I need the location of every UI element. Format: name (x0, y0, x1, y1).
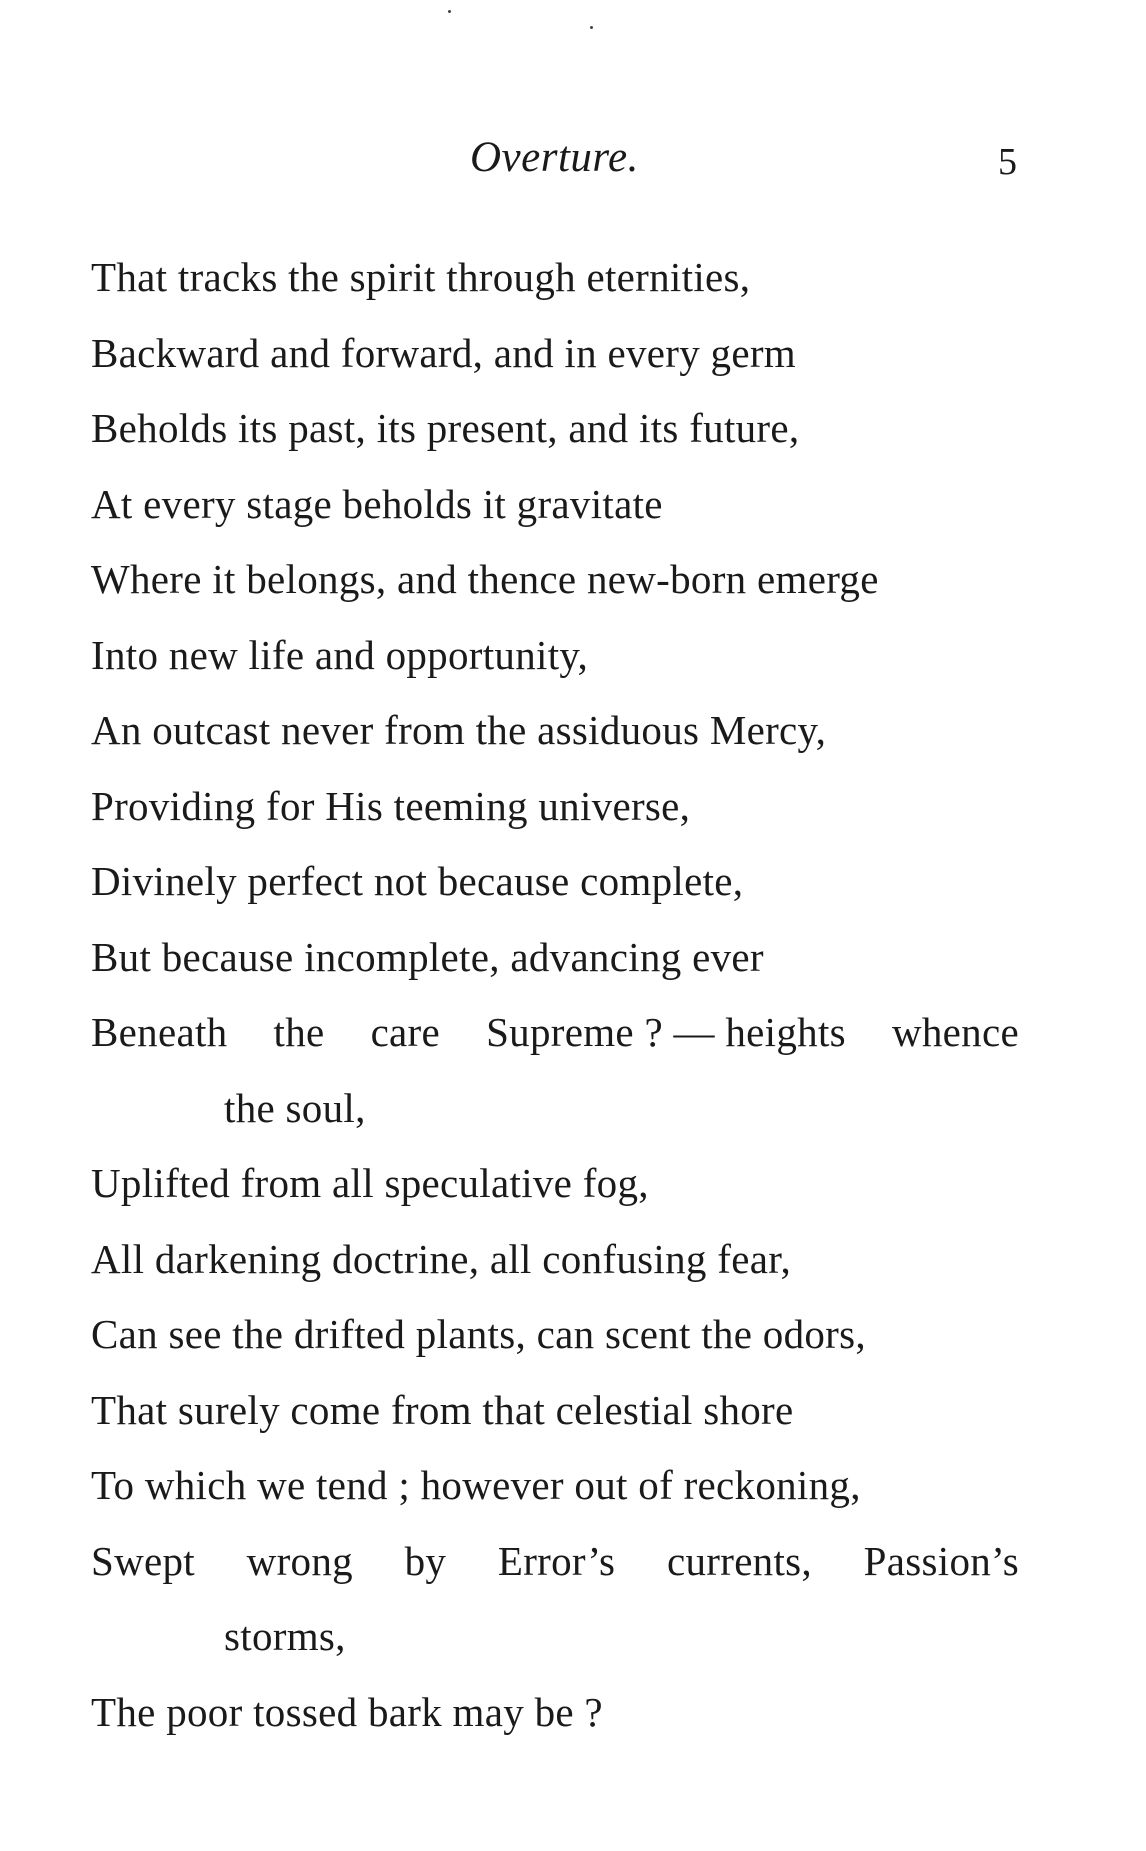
verse-line: To which we tend ; however out of reckoning, (91, 1462, 861, 1508)
verse-word: Swept (91, 1537, 195, 1584)
poem-body (91, 240, 1021, 1750)
verse-word: Beneath (91, 1009, 228, 1055)
verse-word: currents, (666, 1537, 812, 1584)
verse-line: Beholds its past, its present, and its future, (91, 405, 800, 451)
verse-turnover-line: storms, (224, 1613, 346, 1659)
verse-word: the (273, 1009, 325, 1055)
page-number: 5 (998, 141, 1017, 183)
print-specks (440, 10, 600, 40)
verse-line: Into new life and opportunity, (91, 631, 589, 678)
verse-word: Supreme ? — heights (486, 1009, 846, 1055)
verse-line: Backward and forward, and in every germ (91, 329, 796, 376)
verse-line-justified (91, 995, 1019, 1071)
verse-line: At every stage beholds it gravitate (91, 480, 663, 527)
verse-line: Divinely perfect not because complete, (91, 858, 744, 904)
print-speck (448, 10, 451, 13)
verse-word: Passion’s (863, 1537, 1019, 1584)
verse-word: Error’s (497, 1537, 616, 1584)
running-head (0, 128, 1146, 188)
verse-line: An outcast never from the assiduous Mercy, (91, 707, 827, 753)
running-title: Overture. (470, 134, 639, 181)
verse-line: The poor tossed bark may be ? (91, 1688, 603, 1735)
print-speck (590, 26, 593, 29)
verse-line: Where it belongs, and thence new-born emerge (91, 556, 879, 602)
verse-word: wrong (246, 1537, 353, 1584)
verse-line: Uplifted from all speculative fog, (91, 1160, 649, 1206)
verse-line: Can see the drifted plants, can scent the odors, (91, 1311, 866, 1357)
verse-line: All darkening doctrine, all confusing fear, (91, 1235, 792, 1282)
verse-line: That surely come from that celestial shore (91, 1386, 794, 1433)
verse-turnover-line: the soul, (224, 1084, 366, 1131)
verse-line: That tracks the spirit through eternities, (91, 254, 751, 300)
verse-word: care (370, 1009, 441, 1055)
verse-word: by (404, 1537, 447, 1584)
verse-line: Providing for His teeming universe, (91, 782, 691, 829)
verse-word: whence (891, 1009, 1019, 1055)
verse-line: But because incomplete, advancing ever (91, 933, 764, 980)
verse-line-justified (91, 1524, 1019, 1600)
